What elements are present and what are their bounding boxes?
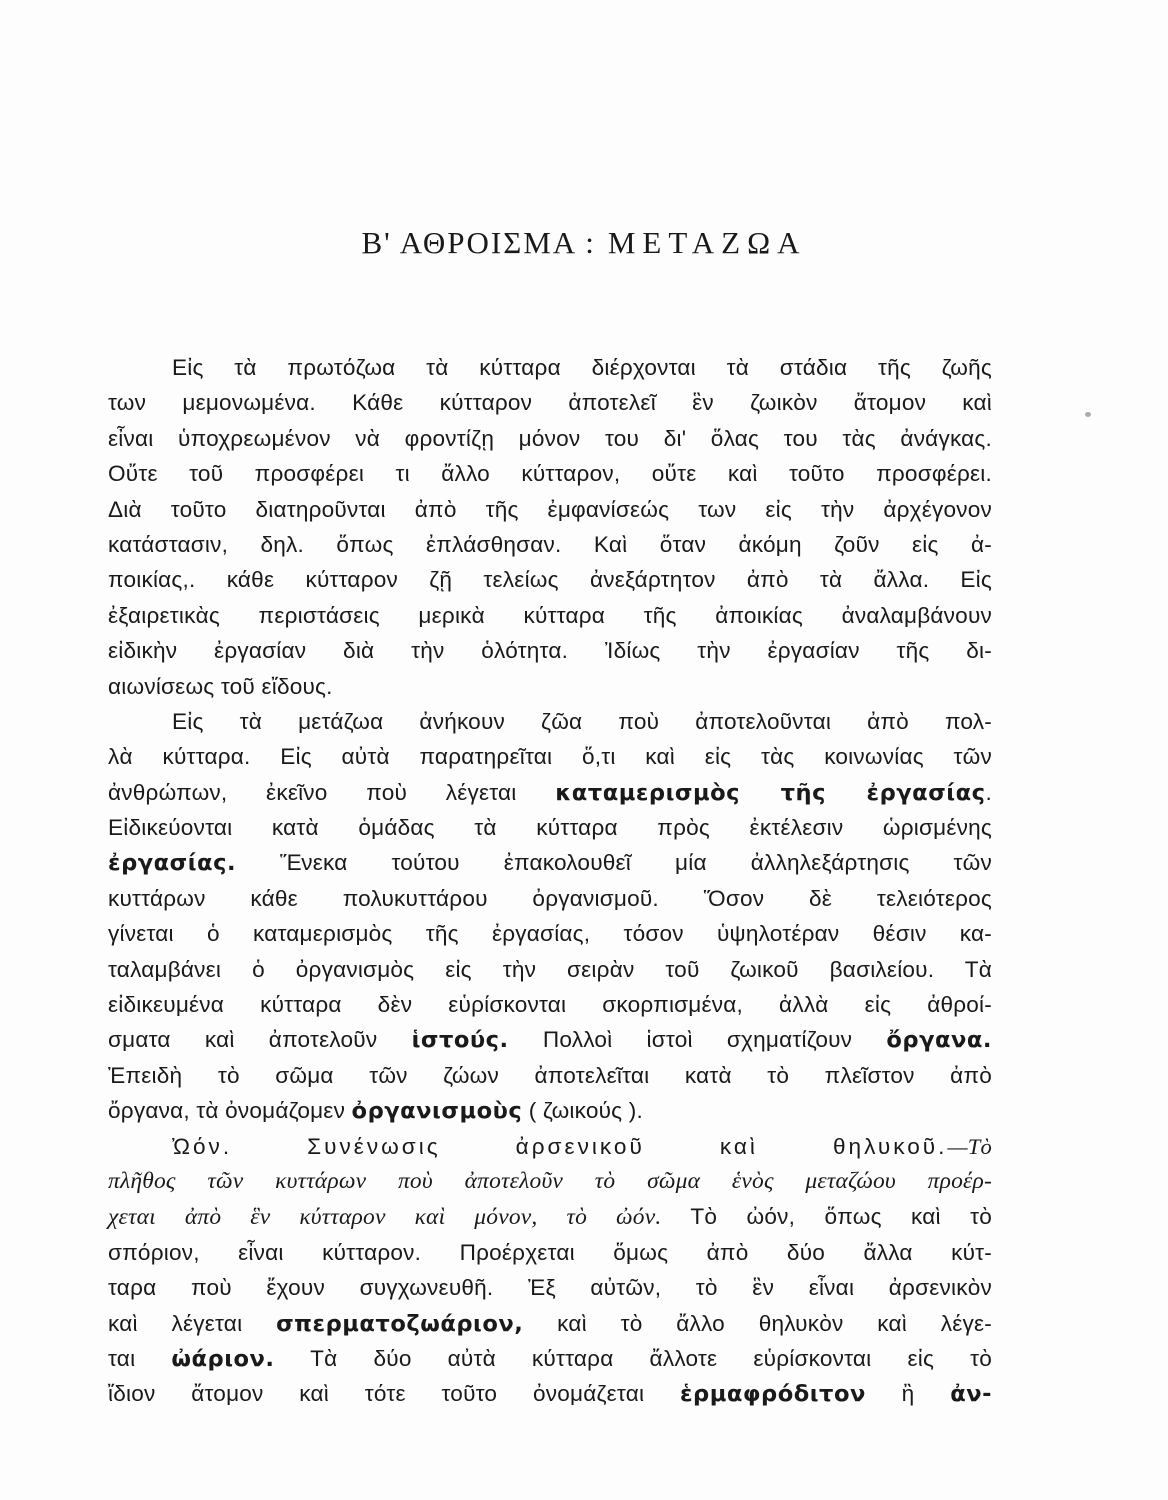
text-segment: ταλαμβάνει ὁ ὀργανισμὸς εἰς τὴν σειρὰν τοῦ ζωικοῦ βασιλείου. Τὰ — [108, 956, 992, 982]
text-segment: καὶ τὸ ἄλλο θηλυκὸν καὶ λέγε- — [523, 1310, 992, 1336]
text-segment: καὶ λέγεται — [108, 1310, 277, 1336]
text-line — [108, 739, 992, 774]
text-line — [108, 1270, 992, 1305]
text-line — [108, 775, 992, 810]
text-line — [108, 1129, 992, 1164]
text-segment: ἀνθρώπων, ἐκεῖνο ποὺ λέγεται — [108, 779, 556, 805]
text-line — [108, 1306, 992, 1341]
text-line — [108, 421, 992, 456]
text-segment: Διὰ τοῦτο διατηροῦνται ἀπὸ τῆς ἐμφανίσεώς των εἰς τὴν ἀρχέγονον — [108, 496, 992, 522]
chapter-title-main: ΜΕΤΑΖΩΑ — [607, 225, 807, 260]
text-segment: πλῆθος τῶν κυττάρων ποὺ ἀποτελοῦν τὸ σῶμα ἑνὸς μεταζώου προέρ- — [108, 1167, 992, 1194]
bold-term: ὀργανισμοὺς — [351, 1098, 523, 1125]
text-line — [108, 704, 992, 739]
text-line — [108, 1164, 992, 1199]
text-line — [108, 1093, 992, 1128]
text-segment: ται — [108, 1345, 172, 1371]
bold-term: ὠάριον. — [171, 1345, 275, 1372]
text-segment: ἴδιον ἄτομον καὶ τότε τοῦτο ὀνομάζεται — [108, 1381, 680, 1407]
text-segment: Εἰς τὰ πρωτόζωα τὰ κύτταρα διέρχονται τὰ στάδια τῆς ζωῆς — [172, 355, 992, 380]
text-segment: γίνεται ὁ καταμερισμὸς τῆς ἐργασίας, τόσον ὑψηλοτέραν θέσιν κα- — [108, 921, 992, 947]
bold-term: ἱστούς. — [411, 1027, 509, 1054]
text-line — [108, 1058, 992, 1093]
text-line — [108, 1341, 992, 1376]
text-line — [108, 987, 992, 1022]
chapter-title — [0, 225, 1168, 261]
text-line — [108, 1022, 992, 1057]
text-line — [108, 598, 992, 633]
text-segment: κυττάρων κάθε πολυκυττάρου ὀργανισμοῦ. Ὅσον δὲ τελειότερος — [108, 885, 992, 911]
text-segment: των μεμονωμένα. Κάθε κύτταρον ἀποτελεῖ ἓν ζωικὸν ἄτομον καὶ — [108, 390, 992, 416]
text-line — [108, 385, 992, 420]
text-line — [108, 492, 992, 527]
text-line — [108, 562, 992, 597]
text-segment: εἰδικευμένα κύτταρα δὲν εὑρίσκονται σκορπισμένα, ἀλλὰ εἰς ἀθροί- — [108, 992, 992, 1018]
text-segment: ὄργανα, τὰ ὀνομάζομεν — [108, 1098, 352, 1124]
bold-term: ἐργασίας. — [108, 850, 237, 877]
bold-term: ἑρμαφρόδιτον — [679, 1381, 866, 1408]
text-line — [108, 916, 992, 951]
text-segment: ποικίας,. κάθε κύτταρον ζῇ τελείως ἀνεξάρτητον ἀπὸ τὰ ἄλλα. Εἰς — [108, 567, 992, 593]
text-line — [108, 527, 992, 562]
text-segment: λὰ κύτταρα. Εἰς αὐτὰ παρατηρεῖται ὅ,τι καὶ εἰς τὰς κοινωνίας τῶν — [108, 744, 992, 770]
text-line — [108, 952, 992, 987]
text-line — [108, 1199, 992, 1234]
text-segment: Ἐπειδὴ τὸ σῶμα τῶν ζώων ἀποτελεῖται κατὰ τὸ πλεῖστον ἀπὸ — [108, 1062, 992, 1088]
text-segment: Ἕνεκα τούτου ἐπακολουθεῖ μία ἀλληλεξάρτησις τῶν — [236, 850, 992, 876]
bold-term: ἀν- — [950, 1381, 992, 1408]
text-line — [108, 881, 992, 916]
text-segment: ἐξαιρετικὰς περιστάσεις μερικὰ κύτταρα τῆς ἀποικίας ἀναλαμβάνουν — [108, 602, 992, 628]
text-segment: σπόριον, εἶναι κύτταρον. Προέρχεται ὅμως ἀπὸ δύο ἄλλα κύτ- — [108, 1239, 992, 1265]
text-segment: Εἰς τὰ μετάζωα ἀνήκουν ζῶα ποὺ ἀποτελοῦνται ἀπὸ πολ- — [172, 708, 992, 734]
body-text — [108, 350, 992, 1412]
scan-speck — [1085, 412, 1091, 417]
text-segment: Ὠόν. Συνένωσις ἀρσενικοῦ καὶ θηλυκοῦ. — [172, 1133, 948, 1159]
text-segment: εἰδικὴν ἐργασίαν διὰ τὴν ὁλότητα. Ἰδίως τὴν ἐργασίαν τῆς δι- — [108, 638, 992, 664]
text-segment: —Τὸ — [947, 1133, 992, 1159]
text-segment: Εἰδικεύονται κατὰ ὁμάδας τὰ κύτταρα πρὸς ἐκτέλεσιν ὡρισμένης — [108, 815, 992, 841]
bold-term: ὄργανα. — [886, 1027, 992, 1054]
bold-term: καταμερισμὸς τῆς ἐργασίας — [555, 779, 986, 806]
text-line — [108, 633, 992, 668]
text-line — [108, 1376, 992, 1411]
text-segment: Πολλοὶ ἱστοὶ σχηματίζουν — [508, 1027, 887, 1053]
text-line — [108, 456, 992, 491]
bold-term: σπερματοζωάριον, — [276, 1310, 524, 1337]
text-segment: Τὸ ὠόν, ὅπως καὶ τὸ — [661, 1204, 992, 1230]
text-segment: ταρα ποὺ ἔχουν συγχωνευθῆ. Ἐξ αὐτῶν, τὸ ἓν εἶναι ἀρσενικὸν — [108, 1275, 992, 1301]
text-segment: αιωνίσεως τοῦ εἴδους. — [108, 673, 333, 699]
text-segment: Τὰ δύο αὐτὰ κύτταρα ἄλλοτε εὑρίσκονται εἰς τὸ — [274, 1345, 992, 1371]
text-segment: εἶναι ὑποχρεωμένον νὰ φροντίζῃ μόνον του δι' ὅλας του τὰς ἀνάγκας. — [108, 425, 992, 451]
text-segment: χεται ἀπὸ ἓν κύτταρον καὶ μόνον, τὸ ὠόν. — [108, 1204, 662, 1231]
text-segment: σματα καὶ ἀποτελοῦν — [108, 1027, 412, 1053]
text-line — [108, 669, 992, 704]
text-line — [108, 1235, 992, 1270]
text-segment: . — [985, 779, 993, 805]
text-line — [108, 845, 992, 880]
text-line — [108, 350, 992, 385]
chapter-title-prefix: Β' ΑΘΡΟΙΣΜΑ : — [361, 225, 596, 260]
text-segment: ἢ — [865, 1381, 951, 1407]
text-line — [108, 810, 992, 845]
text-segment: Οὔτε τοῦ προσφέρει τι ἄλλο κύτταρον, οὔτε καὶ τοῦτο προσφέρει. — [108, 461, 992, 487]
text-segment: ( ζωικούς ). — [522, 1098, 643, 1124]
text-segment: κατάστασιν, δηλ. ὅπως ἐπλάσθησαν. Καὶ ὅταν ἀκόμη ζοῦν εἰς ἀ- — [108, 531, 992, 557]
